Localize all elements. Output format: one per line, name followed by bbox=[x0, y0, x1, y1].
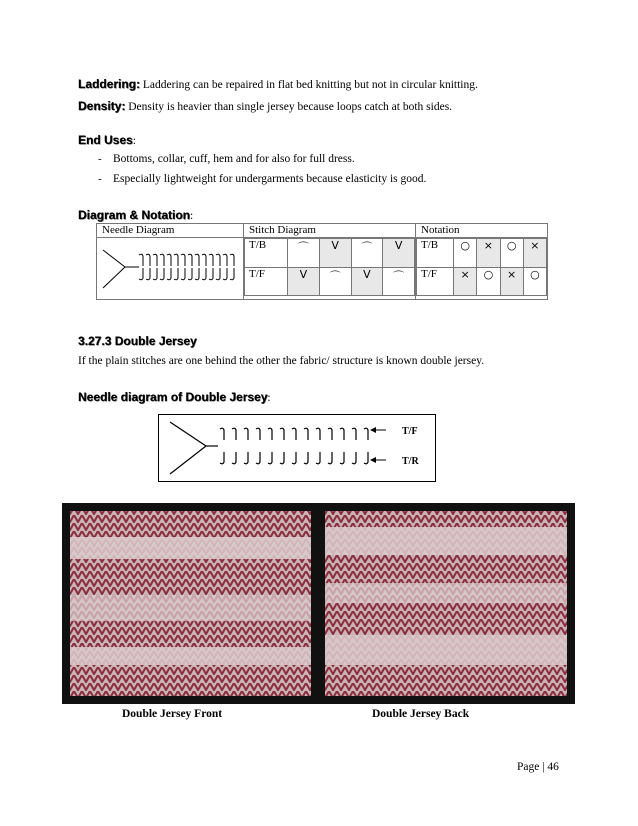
notation-tb-1: ○ bbox=[454, 239, 477, 268]
end-use-item-1: Bottoms, collar, cuff, hem and for also for full dress. bbox=[113, 153, 355, 165]
notation-tf-1: × bbox=[454, 267, 477, 296]
end-uses-colon: : bbox=[132, 135, 136, 147]
needle-hook bbox=[146, 254, 150, 266]
density-line bbox=[78, 97, 452, 115]
single-needle-diagram bbox=[97, 238, 243, 296]
end-uses-title: End Uses bbox=[78, 133, 133, 147]
density-text: Density is heavier than single jersey because loops catch at both sides. bbox=[125, 101, 453, 113]
needle-hook bbox=[153, 268, 157, 280]
density-term: Density: bbox=[78, 99, 126, 113]
back-caption: Double Jersey Back bbox=[372, 708, 470, 720]
needle-diagram-colon: : bbox=[267, 392, 271, 404]
needle-diagram-heading bbox=[78, 388, 271, 406]
needle-hook bbox=[181, 254, 185, 266]
needle-hook bbox=[223, 268, 227, 280]
needle-hook bbox=[146, 268, 150, 280]
back-fabric-texture bbox=[321, 507, 571, 700]
stitch-tb-label: T/B bbox=[245, 239, 288, 268]
needle-hook bbox=[195, 254, 199, 266]
needle-label-tf: T/F bbox=[402, 426, 418, 437]
bullet-2: - bbox=[98, 173, 102, 185]
notation-tb-label: T/B bbox=[417, 239, 454, 268]
notation-tf-2: ○ bbox=[477, 267, 500, 296]
needle-hook bbox=[181, 268, 185, 280]
notation-table bbox=[96, 223, 548, 300]
needle-hook bbox=[202, 254, 206, 266]
notation-tf-4: ○ bbox=[523, 267, 546, 296]
stitch-tf-2: ⌒ bbox=[319, 267, 351, 296]
notation-tb-3: ○ bbox=[500, 239, 523, 268]
needle-hook bbox=[167, 254, 171, 266]
front-caption: Double Jersey Front bbox=[122, 708, 223, 720]
needle-hook bbox=[230, 268, 234, 280]
notation-tf-label: T/F bbox=[417, 267, 454, 296]
stitch-tb-4: V bbox=[383, 239, 415, 268]
notation-tb-4: × bbox=[523, 239, 546, 268]
notation-tb-2: × bbox=[477, 239, 500, 268]
section-text: If the plain stitches are one behind the other the fabric/ structure is known double jersey. bbox=[78, 355, 485, 367]
needle-hook bbox=[153, 254, 157, 266]
needle-hook bbox=[160, 268, 164, 280]
needle-hook bbox=[216, 254, 220, 266]
needle-hook bbox=[174, 254, 178, 266]
section-title: 3.27.3 Double Jersey bbox=[78, 334, 197, 348]
needle-hook bbox=[188, 254, 192, 266]
stitch-diagram-cell bbox=[244, 238, 416, 300]
laddering-line bbox=[78, 75, 478, 93]
page-number: Page | 46 bbox=[517, 761, 559, 773]
stitch-tb-1: ⌒ bbox=[288, 239, 320, 268]
double-jersey-back-image bbox=[317, 503, 575, 704]
needle-hook bbox=[188, 268, 192, 280]
notation-cell bbox=[416, 238, 548, 300]
needle-hook bbox=[139, 254, 143, 266]
needle-hook bbox=[209, 254, 213, 266]
stitch-tf-4: ⌒ bbox=[383, 267, 415, 296]
needle-hook bbox=[139, 268, 143, 280]
diagram-notation-colon: : bbox=[190, 210, 194, 222]
double-jersey-needle-diagram bbox=[158, 414, 436, 482]
header-needle-diagram: Needle Diagram bbox=[97, 224, 244, 238]
front-fabric-texture bbox=[66, 507, 315, 700]
needle-hook bbox=[230, 254, 234, 266]
header-stitch-diagram: Stitch Diagram bbox=[244, 224, 416, 238]
needle-hook bbox=[209, 268, 213, 280]
stitch-tf-1: V bbox=[288, 267, 320, 296]
diagram-notation-heading bbox=[78, 206, 193, 224]
notation-tf-3: × bbox=[500, 267, 523, 296]
needle-label-tr: T/R bbox=[402, 456, 419, 467]
end-use-item-2: Especially lightweight for undergarments because elasticity is good. bbox=[113, 173, 427, 185]
bullet-1: - bbox=[98, 153, 102, 165]
needle-hook bbox=[223, 254, 227, 266]
needle-hook bbox=[160, 254, 164, 266]
stitch-tb-2: V bbox=[319, 239, 351, 268]
needle-hook bbox=[195, 268, 199, 280]
double-jersey-front-image bbox=[62, 503, 319, 704]
needle-hook bbox=[216, 268, 220, 280]
laddering-text: Laddering can be repaired in flat bed knitting but not in circular knitting. bbox=[140, 79, 478, 91]
header-notation: Notation bbox=[416, 224, 548, 238]
needle-hook bbox=[174, 268, 178, 280]
needle-hook bbox=[167, 268, 171, 280]
needle-hook bbox=[202, 268, 206, 280]
diagram-notation-title: Diagram & Notation bbox=[78, 208, 191, 222]
stitch-tf-3: V bbox=[351, 267, 383, 296]
laddering-term: Laddering: bbox=[78, 77, 140, 91]
needle-diagram-cell bbox=[97, 238, 244, 300]
stitch-tf-label: T/F bbox=[245, 267, 288, 296]
stitch-tb-3: ⌒ bbox=[351, 239, 383, 268]
end-uses-heading bbox=[78, 131, 136, 149]
needle-diagram-title: Needle diagram of Double Jersey bbox=[78, 390, 268, 404]
